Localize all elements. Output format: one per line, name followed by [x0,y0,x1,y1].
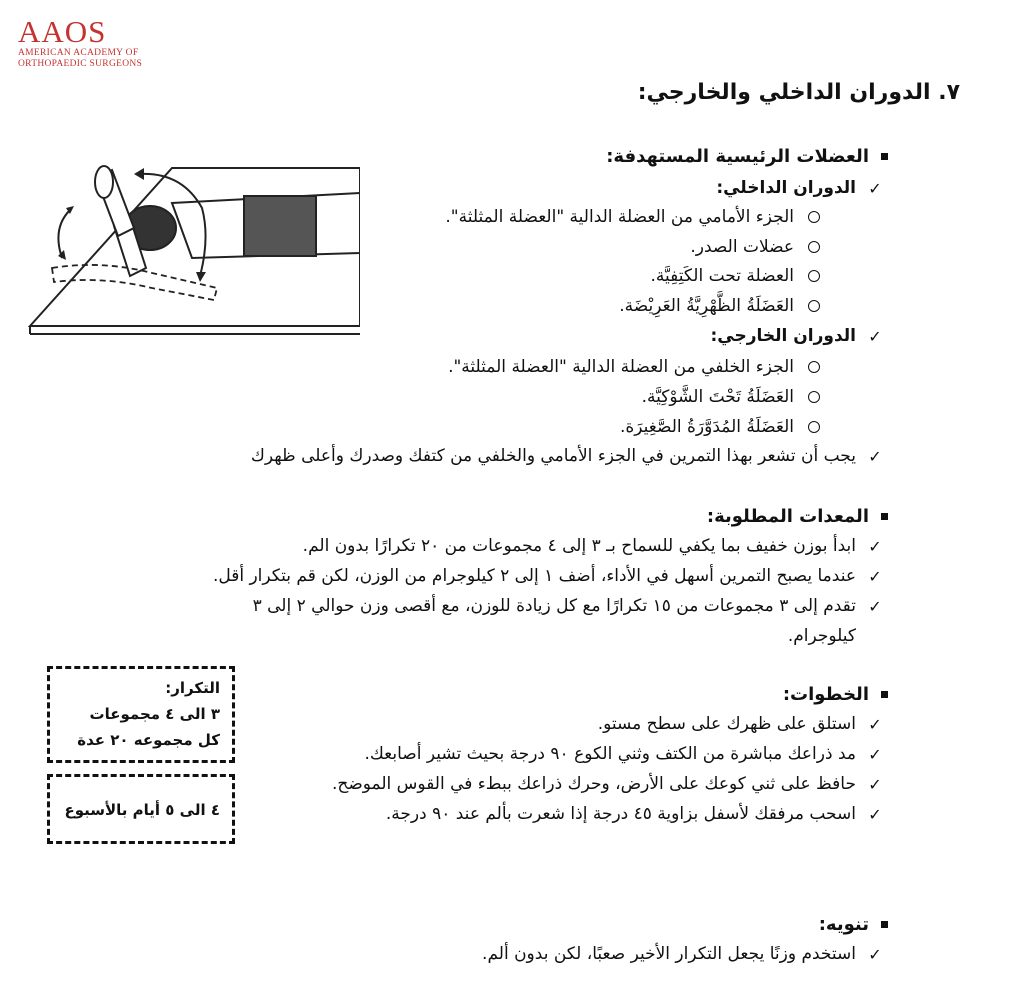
logo-line-1: AMERICAN ACADEMY OF [18,48,139,58]
circle-bullet-icon [808,241,820,253]
list-item: الجزء الأمامي من العضلة الدالية "العضلة المثلثة". [445,207,820,227]
checkmark-icon: ✓ [868,596,882,616]
checkmark-icon: ✓ [868,536,882,556]
external-rotation-heading: ✓ الدوران الخارجي: [710,326,886,346]
checkmark-icon: ✓ [868,744,882,764]
list-item: العَضَلَةُ المُدَوَّرَةُ الصَّغِيرَة. [620,417,820,437]
circle-bullet-icon [808,270,820,282]
list-item: ✓ تقدم إلى ٣ مجموعات من ١٥ تكرارًا مع كل زيادة للوزن، مع أقصى وزن حوالي ٢ إلى ٣ [253,596,886,616]
checkmark-icon: ✓ [868,774,882,794]
list-item: ✓ ابدأ بوزن خفيف بما يكفي للسماح بـ ٣ إلى ٤ مجموعات من ٢٠ تكرارًا بدون الم. [303,536,886,556]
reps-line-2: كل مجموعه ٢٠ عدة [77,731,220,749]
page-title: ٧. الدوران الداخلي والخارجي: [637,80,960,105]
list-item: ✓ استلق على ظهرك على سطح مستو. [598,714,886,734]
equipment-heading: المعدات المطلوبة: [707,506,888,527]
square-bullet-icon [881,513,888,520]
list-item: ✓ مد ذراعك مباشرة من الكتف وثني الكوع ٩٠ درجة بحيث تشير أصابعك. [364,744,886,764]
circle-bullet-icon [808,421,820,433]
square-bullet-icon [881,921,888,928]
checkmark-icon: ✓ [868,804,882,824]
list-item: العَضَلَةُ تَحْتَ الشَّوْكِيَّة. [642,387,820,407]
circle-bullet-icon [808,391,820,403]
checkmark-icon: ✓ [868,714,882,734]
steps-heading: الخطوات: [783,684,888,705]
list-item: ✓ اسحب مرفقك لأسفل بزاوية ٤٥ درجة إذا شعرت بألم عند ٩٠ درجة. [386,804,886,824]
reps-line-1: ٣ الى ٤ مجموعات [89,705,220,723]
internal-rotation-heading: ✓ الدوران الداخلي: [716,178,886,198]
checkmark-icon: ✓ [868,944,882,964]
checkmark-icon: ✓ [868,446,882,466]
list-item: الجزء الخلفي من العضلة الدالية "العضلة المثلثة". [448,357,820,377]
checkmark-icon: ✓ [868,326,882,346]
frequency-box [47,774,235,844]
checkmark-icon: ✓ [868,178,882,198]
square-bullet-icon [881,153,888,160]
exercise-illustration [22,148,360,348]
list-item: العضلة تحت الكَتِفِيَّة. [651,266,820,286]
muscles-heading: العضلات الرئيسية المستهدفة: [606,146,888,167]
checkmark-icon: ✓ [868,566,882,586]
list-item: ✓ عندما يصبح التمرين أسهل في الأداء، أضف ١ إلى ٢ كيلوجرام من الوزن، لكن قم بتكرار أقل. [213,566,886,586]
aaos-logo [18,16,158,70]
circle-bullet-icon [808,361,820,373]
note-heading: تنويه: [819,914,888,935]
feel-note: ✓ يجب أن تشعر بهذا التمرين في الجزء الأمامي والخلفي من كتفك وصدرك وأعلى ظهرك [251,446,886,466]
circle-bullet-icon [808,211,820,223]
logo-line-2: ORTHOPAEDIC SURGEONS [18,59,143,69]
square-bullet-icon [881,691,888,698]
list-item: عضلات الصدر. [690,237,820,257]
frequency-text: ٤ الى ٥ أيام بالأسبوع [64,801,220,819]
reps-box [47,666,235,763]
list-item: ✓ حافظ على ثني كوعك على الأرض، وحرك ذراعك ببطء في القوس الموضح. [332,774,886,794]
reps-label: التكرار: [165,679,220,697]
list-item: العَضَلَةُ الظَّهْرِيَّةُ العَرِيْضَة. [619,296,820,316]
circle-bullet-icon [808,300,820,312]
list-item-continued: كيلوجرام. [787,626,856,646]
note-text: ✓ استخدم وزنًا يجعل التكرار الأخير صعبًا، لكن بدون ألم. [482,944,886,964]
logo-mark: AAOS [18,14,107,49]
